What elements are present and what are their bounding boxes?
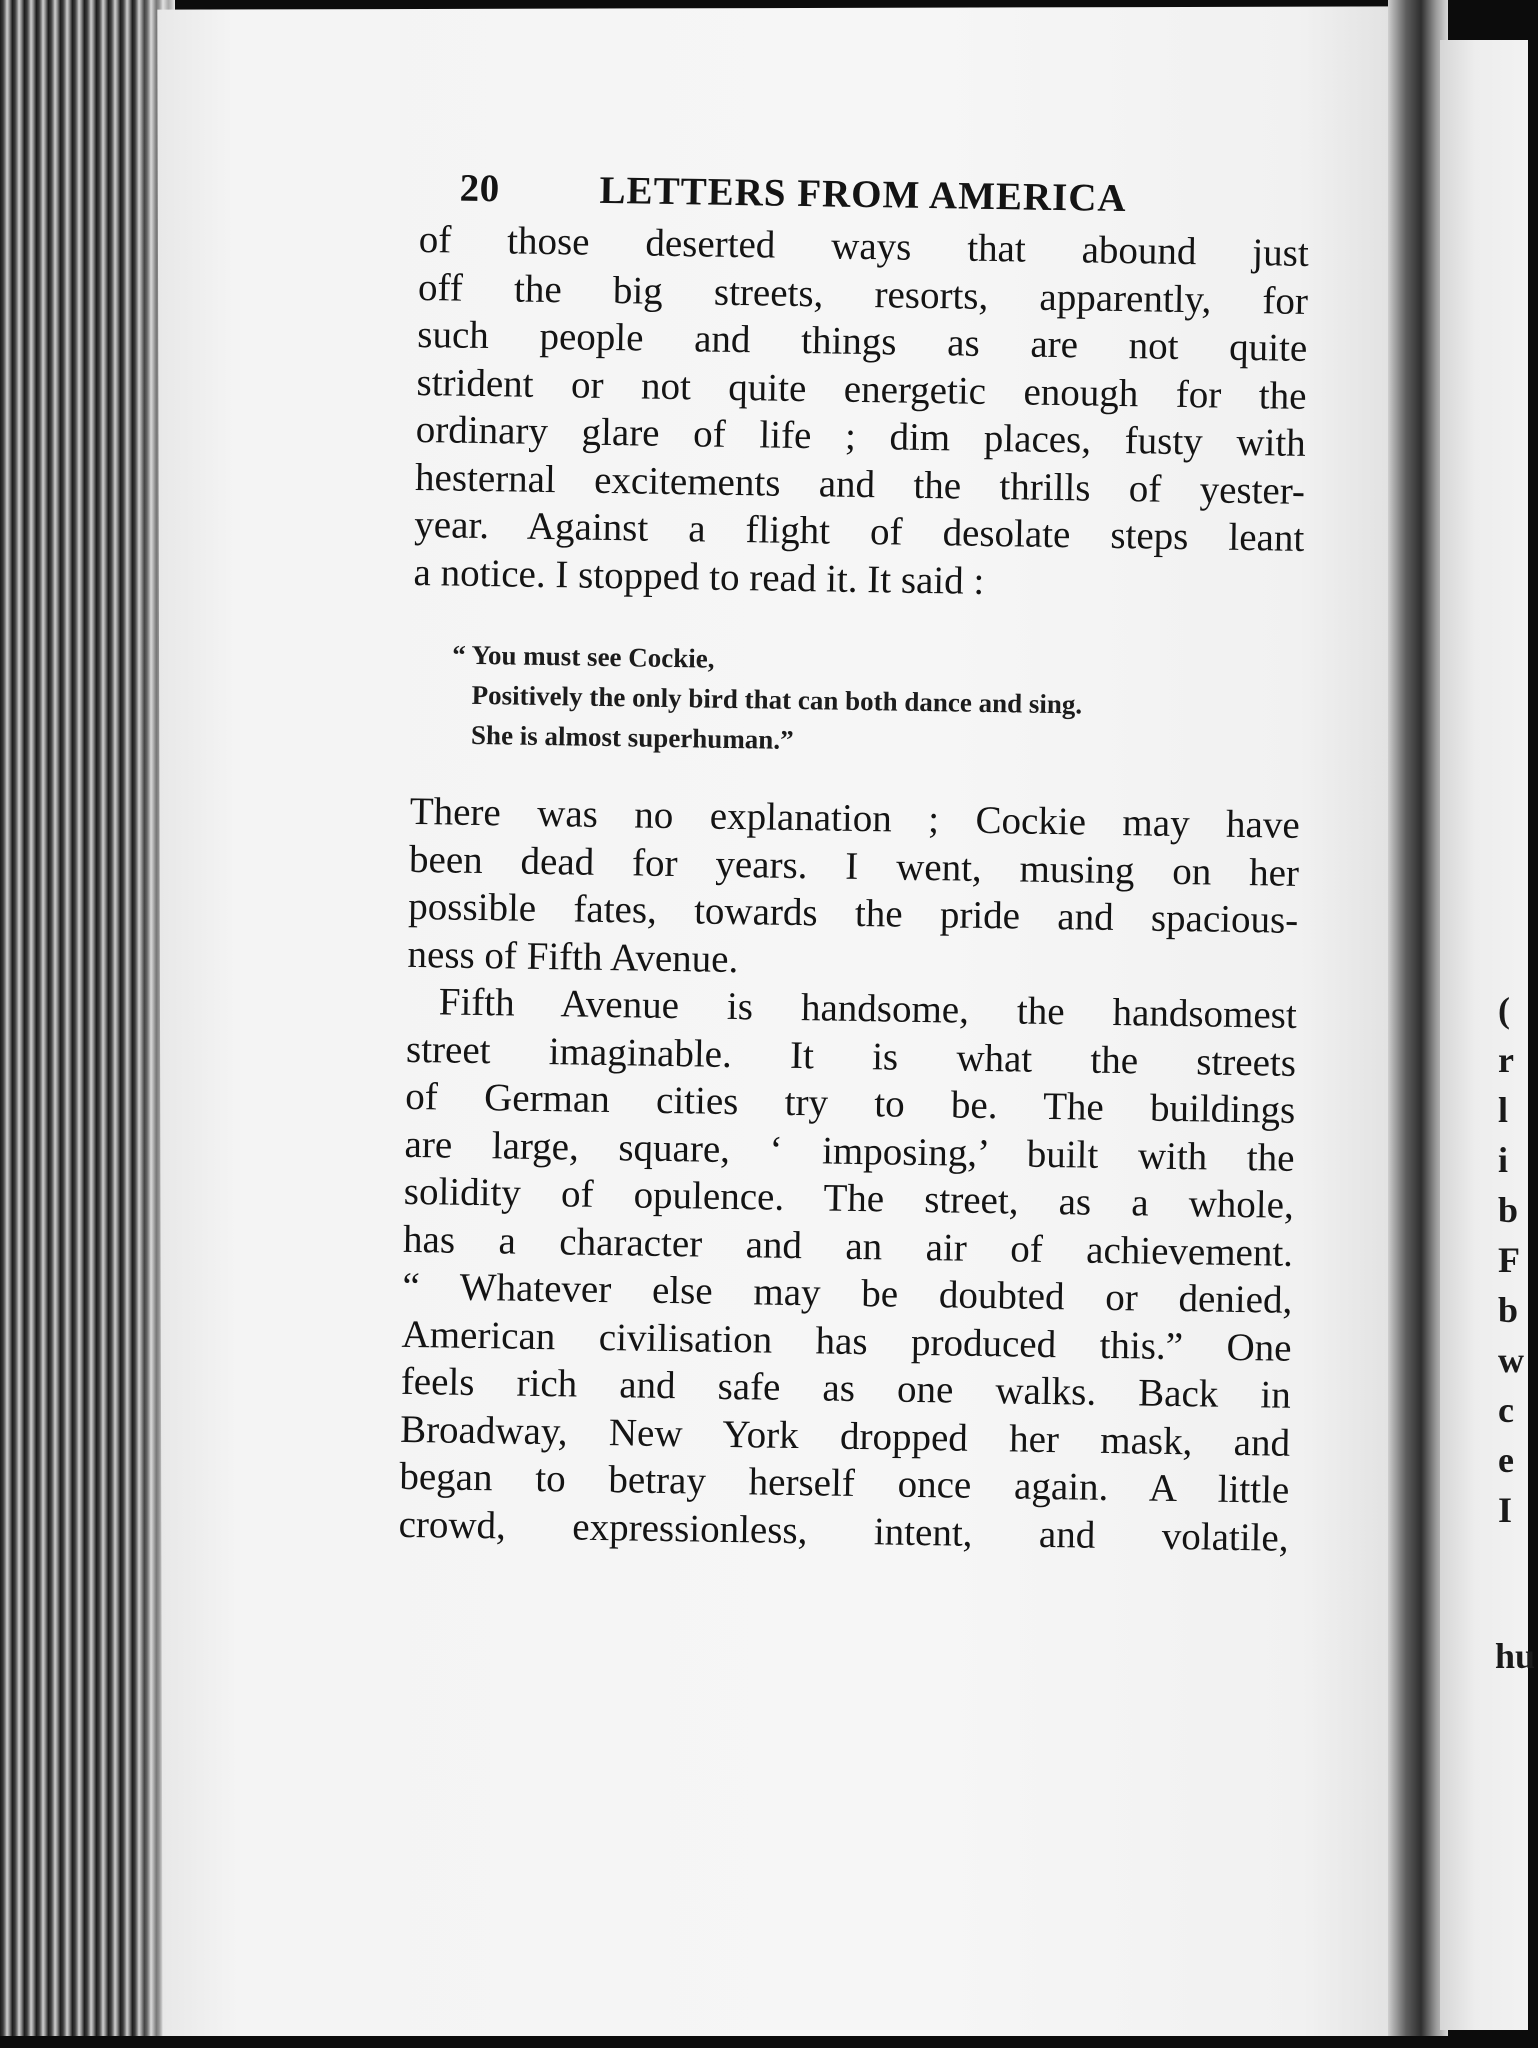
text-line: “ Whatever else may be doubted or denied, bbox=[402, 1264, 1293, 1322]
text-line: ordinary glare of life ; dim places, fusty with bbox=[415, 407, 1307, 465]
text-line: began to betray herself once again. A little bbox=[399, 1454, 1290, 1512]
scan-border-bottom bbox=[0, 2036, 1528, 2048]
quote-line: She is almost superhuman.” bbox=[470, 719, 794, 755]
fragment-char: l bbox=[1498, 1090, 1509, 1130]
text-line: of German cities try to be. The buildings bbox=[405, 1074, 1296, 1132]
text-line: solidity of opulence. The street, as a whole, bbox=[403, 1169, 1295, 1227]
facing-page-last-fragment: hu bbox=[1495, 1636, 1536, 1676]
text-line: are large, square, ‘ imposing,’ built with the bbox=[404, 1122, 1295, 1180]
stacked-page-edges bbox=[0, 0, 175, 2048]
fragment-char: I bbox=[1498, 1490, 1513, 1530]
text-line: possible fates, towards the pride and spacious- bbox=[408, 884, 1299, 942]
text-line: street imaginable. It is what the streets bbox=[405, 1027, 1297, 1085]
text-line: ness of Fifth Avenue. bbox=[407, 932, 739, 981]
text-line: hesternal excitements and the thrills of yester- bbox=[414, 455, 1306, 513]
text-line: There was no explanation ; Cockie may have bbox=[409, 789, 1301, 847]
fragment-char: w bbox=[1498, 1340, 1524, 1380]
text-line: has a character and an air of achievement. bbox=[402, 1217, 1294, 1275]
quote-line: “ You must see Cockie, bbox=[452, 639, 715, 674]
text-line: off the big streets, resorts, apparently, for bbox=[417, 265, 1309, 323]
fragment-char: r bbox=[1498, 1040, 1514, 1080]
paragraph-3 bbox=[398, 978, 1297, 1562]
paragraph-1 bbox=[413, 216, 1309, 610]
facing-page-text-fragments bbox=[1498, 985, 1538, 1535]
text-line: strident or not quite energetic enough for the bbox=[416, 360, 1307, 418]
running-title: LETTERS FROM AMERICA bbox=[599, 168, 1127, 221]
paragraph-2 bbox=[407, 788, 1300, 992]
text-line: Broadway, New York dropped her mask, and bbox=[399, 1407, 1291, 1465]
text-line: feels rich and safe as one walks. Back in bbox=[400, 1359, 1292, 1417]
fragment-char: i bbox=[1498, 1140, 1509, 1180]
block-quote bbox=[411, 634, 1303, 768]
quote-line: Positively the only bird that can both dance and sing. bbox=[471, 679, 1083, 720]
fragment-char: F bbox=[1498, 1240, 1520, 1280]
text-line: Fifth Avenue is handsome, the handsomest bbox=[438, 980, 1298, 1037]
text-line: been dead for years. I went, musing on her bbox=[408, 837, 1300, 895]
text-line: a notice. I stopped to read it. It said : bbox=[413, 550, 985, 603]
text-line: of those deserted ways that abound just bbox=[418, 217, 1310, 275]
text-line: American civilisation has produced this.” One bbox=[401, 1312, 1292, 1370]
fragment-char: b bbox=[1498, 1290, 1519, 1330]
fragment-char: ( bbox=[1498, 990, 1510, 1030]
book-gutter bbox=[1388, 0, 1448, 2048]
text-line: such people and things as are not quite bbox=[416, 312, 1308, 370]
text-line: year. Against a flight of desolate steps leant bbox=[414, 502, 1305, 560]
text-line: crowd, expressionless, intent, and volatile, bbox=[398, 1502, 1289, 1560]
fragment-char: e bbox=[1498, 1440, 1514, 1480]
page-text bbox=[398, 165, 1310, 1562]
fragment-char: c bbox=[1498, 1390, 1514, 1430]
page-number: 20 bbox=[459, 166, 500, 211]
fragment-char: b bbox=[1498, 1190, 1519, 1230]
